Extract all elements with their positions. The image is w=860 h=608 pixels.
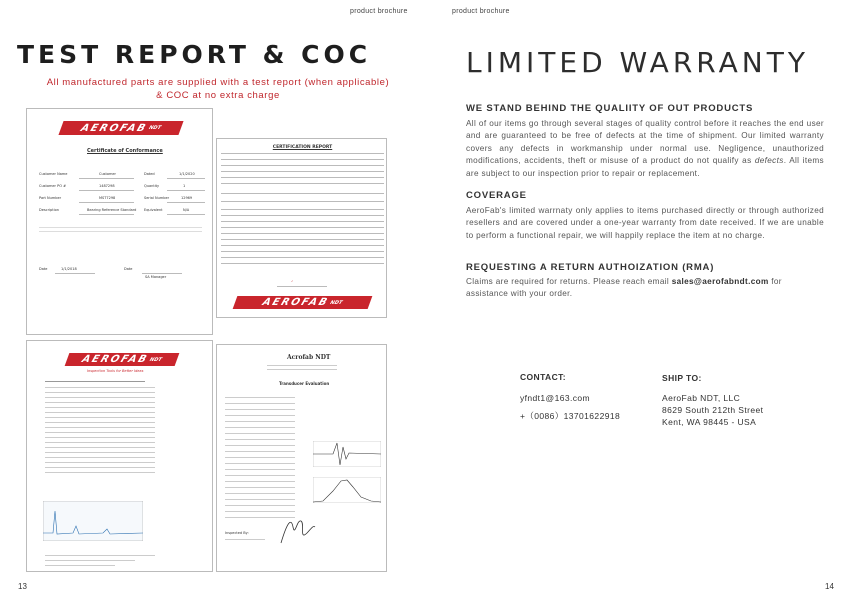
coc-date-label: Date — [39, 267, 48, 271]
ship-to-line-2: 8629 South 212th Street — [662, 405, 764, 415]
coc-field-value: N/A — [183, 208, 190, 212]
aerofab-logo: AEROFAB NDT — [65, 353, 180, 366]
header-label-left: product brochure — [350, 8, 408, 15]
aerofab-logo: AEROFAB NDT — [58, 121, 183, 135]
waveform-chart — [43, 501, 143, 541]
section-body-rma: Claims are required for returns. Please reach email sales@aerofabndt.com for assistance with your order. — [466, 277, 782, 299]
section-heading-quality: WE STAND BEHIND THE QUALIITY OF OUT PRODUCTS — [466, 103, 754, 114]
ship-to-line-3: Kent, WA 98445 - USA — [662, 417, 757, 427]
certificate-of-conformance-document — [26, 108, 213, 335]
page-title-limited-warranty: LIMITED WARRANTY — [466, 46, 809, 79]
rma-email-link[interactable]: sales@aerofabndt.com — [671, 277, 769, 286]
coc-field-value: 1487298 — [99, 184, 115, 188]
transducer-heading: Transducer Evaluation — [279, 381, 330, 386]
transducer-evaluation-document — [216, 344, 387, 572]
coc-signed-by: SA Manager — [145, 275, 167, 279]
coc-field-label: Equivalent — [144, 208, 163, 212]
coc-field-value: MST7298 — [99, 196, 116, 200]
section-heading-coverage: COVERAGE — [466, 190, 527, 201]
coc-field-label: Serial Number — [144, 196, 170, 200]
subtitle-line-2: & COC at no extra charge — [156, 90, 280, 101]
ship-to-line-1: AeroFab NDT, LLC — [662, 393, 741, 403]
coc-field-label: Dated — [144, 172, 155, 176]
ship-to-label: SHIP TO: — [662, 373, 702, 383]
coc-field-label: Description — [39, 208, 59, 212]
coc-field-value: Customer — [99, 172, 117, 176]
page-number-right: 14 — [825, 582, 834, 591]
coc-field-value: 1/1/2020 — [179, 172, 195, 176]
pulse-waveform-chart — [313, 441, 381, 467]
page-title-test-report: TEST REPORT & COC — [17, 40, 372, 69]
frequency-spectrum-chart — [313, 477, 381, 503]
header-label-right: product brochure — [452, 8, 510, 15]
coc-date-value: 1/1/2018 — [61, 267, 77, 271]
certification-report-document: CERTIFICATION REPORT ✓ AEROFAB NDT — [216, 138, 387, 318]
coc-field-label: Customer Name — [39, 172, 68, 176]
subtitle-line-1: All manufactured parts are supplied with a test report (when applicable) — [46, 77, 390, 88]
coc-field-value: 12969 — [181, 196, 193, 200]
coc-title: Certificate of Conformance — [87, 148, 163, 154]
coc-field-value: 1 — [183, 184, 186, 188]
coc-field-label: Part Number — [39, 196, 62, 200]
contact-phone[interactable]: +（0086）13701622918 — [520, 411, 621, 421]
inspection-tagline: Inspection Tools for Better Ideas — [87, 369, 144, 373]
contact-email[interactable]: yfndt1@163.com — [520, 393, 590, 403]
coc-field-label: Customer PO # — [39, 184, 67, 188]
transducer-signed-by: Inspected By: — [225, 531, 249, 535]
section-body-coverage: AeroFab's limited warrnaty only applies to items purchased directly or through authorized resellers and are covered under a one-year warranty from date received. If we are unable to perform a functional repair, we will happily replace the item at no charge. — [466, 206, 824, 240]
section-heading-rma: REQUESTING A RETURN AUTHOIZATION (RMA) — [466, 262, 715, 273]
coc-signed-label: Date — [124, 267, 133, 271]
contact-label: CONTACT: — [520, 372, 567, 382]
coc-field-value: Bearing Reference Standard — [87, 208, 137, 212]
inspection-printout-document — [26, 340, 213, 572]
transducer-company: Acrofab NDT — [287, 354, 331, 361]
page-number-left: 13 — [18, 582, 27, 591]
cert-title: CERTIFICATION REPORT — [272, 145, 333, 150]
aerofab-logo: AEROFAB NDT — [233, 296, 373, 309]
inspector-signature — [277, 513, 317, 547]
coc-field-label: Quantity — [144, 184, 160, 188]
section-body-quality: All of our items go through several stages of quality control before it reaches the end user and are guaranteed to be free of defects at the time of shipment. Our limited warranty covers any defects in workmanship under normal use. Negligence, unauthorized modifications, accidents, theft or misuse of a product do not qualify as defects. All items are subject to our inspection prior to repair or replacement. — [466, 119, 824, 178]
